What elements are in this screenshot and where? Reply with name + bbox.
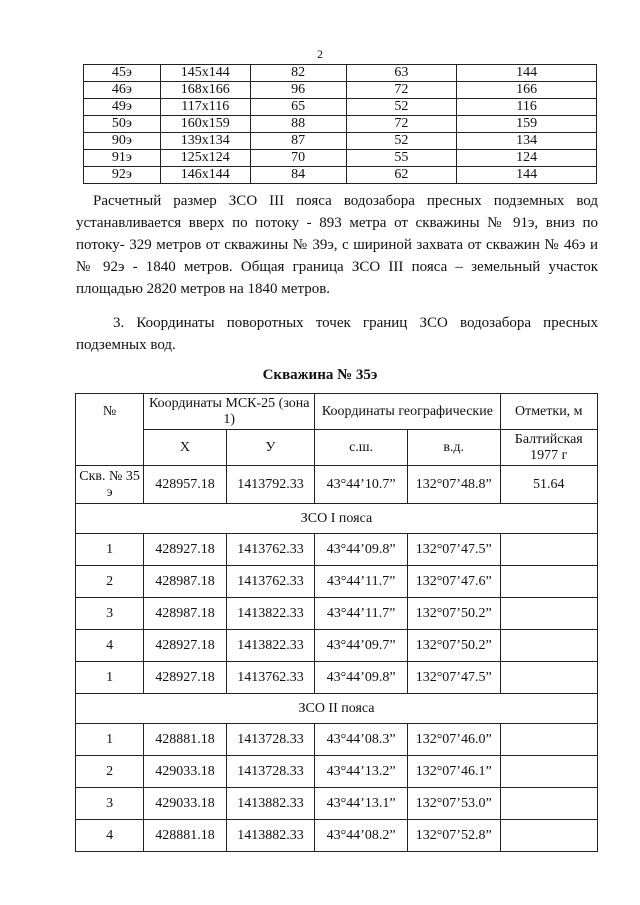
table-row: [76, 756, 598, 788]
table-cell: 90э: [84, 133, 161, 150]
table-cell: 146х144: [160, 167, 250, 184]
well-parameters-table: [83, 64, 597, 184]
table-cell: 91э: [84, 150, 161, 167]
header-geo: Координаты географические: [315, 394, 500, 430]
table-cell: 72: [346, 116, 457, 133]
table-cell: 87: [250, 133, 346, 150]
coord-cell: 1: [76, 724, 144, 756]
coord-cell: 43°44’11.7”: [315, 566, 408, 598]
coord-cell: 43°44’08.3”: [315, 724, 408, 756]
table-cell: 92э: [84, 167, 161, 184]
table-cell: 65: [250, 99, 346, 116]
table-row: [76, 662, 598, 694]
header-longitude: в.д.: [407, 430, 500, 466]
elevation-cell: [500, 724, 597, 756]
table-cell: 116: [457, 99, 597, 116]
coord-cell: 428987.18: [144, 566, 227, 598]
table-row: [76, 534, 598, 566]
coord-cell: 43°44’08.2”: [315, 820, 408, 852]
coord-cell: 43°44’09.8”: [315, 662, 408, 694]
table-cell: 52: [346, 99, 457, 116]
header-number: №: [76, 394, 144, 466]
table-row: [76, 566, 598, 598]
coord-cell: 132°07’50.2”: [407, 630, 500, 662]
table-row: [76, 724, 598, 756]
elevation-cell: [500, 662, 597, 694]
header-latitude: с.ш.: [315, 430, 408, 466]
header-elevation: Отметки, м: [500, 394, 597, 430]
coord-cell: 3: [76, 598, 144, 630]
table-cell: 96: [250, 82, 346, 99]
well-title: Скважина № 35э: [262, 367, 378, 383]
table-cell: 49э: [84, 99, 161, 116]
elevation-cell: [500, 534, 597, 566]
table-row: [84, 82, 597, 99]
table-cell: 50э: [84, 116, 161, 133]
coord-cell: 43°44’13.1”: [315, 788, 408, 820]
zone2-label: ЗСО II пояса: [76, 694, 598, 724]
coord-cell: 132°07’52.8”: [407, 820, 500, 852]
coord-cell: 1413762.33: [226, 566, 315, 598]
coord-cell: 428987.18: [144, 598, 227, 630]
table-cell: 139х134: [160, 133, 250, 150]
table-cell: 46э: [84, 82, 161, 99]
coord-cell: 1: [76, 534, 144, 566]
coord-cell: 43°44’13.2”: [315, 756, 408, 788]
table-row: [76, 694, 598, 724]
table-cell: 70: [250, 150, 346, 167]
coord-cell: 132°07’50.2”: [407, 598, 500, 630]
coord-cell: 1413728.33: [226, 756, 315, 788]
table-row: [84, 65, 597, 82]
coord-cell: 3: [76, 788, 144, 820]
table-cell: 145х144: [160, 65, 250, 82]
table-cell: 62: [346, 167, 457, 184]
table-cell: 144: [457, 65, 597, 82]
table-row: [76, 630, 598, 662]
coord-cell: 1413822.33: [226, 598, 315, 630]
table-cell: 166: [457, 82, 597, 99]
table-cell: 72: [346, 82, 457, 99]
table-cell: 160х159: [160, 116, 250, 133]
elevation-cell: [500, 788, 597, 820]
coord-cell: 428927.18: [144, 630, 227, 662]
coord-cell: 428927.18: [144, 534, 227, 566]
table-row: [76, 788, 598, 820]
well-row-cell: 51.64: [500, 466, 597, 504]
elevation-cell: [500, 630, 597, 662]
table-row: [84, 167, 597, 184]
table-cell: 125х124: [160, 150, 250, 167]
table-cell: 52: [346, 133, 457, 150]
coord-cell: 1413728.33: [226, 724, 315, 756]
coord-cell: 132°07’53.0”: [407, 788, 500, 820]
table-cell: 55: [346, 150, 457, 167]
coord-cell: 1413882.33: [226, 820, 315, 852]
well-row-cell: 132°07’48.8”: [407, 466, 500, 504]
table-cell: 84: [250, 167, 346, 184]
well-row-cell: 428957.18: [144, 466, 227, 504]
coord-cell: 2: [76, 756, 144, 788]
table-row: [76, 598, 598, 630]
header-x: X: [144, 430, 227, 466]
coord-cell: 132°07’46.0”: [407, 724, 500, 756]
table-cell: 159: [457, 116, 597, 133]
coord-cell: 1413762.33: [226, 534, 315, 566]
coord-cell: 1413822.33: [226, 630, 315, 662]
header-y: У: [226, 430, 315, 466]
table-row: [76, 820, 598, 852]
coord-cell: 1: [76, 662, 144, 694]
coord-cell: 132°07’47.6”: [407, 566, 500, 598]
elevation-cell: [500, 566, 597, 598]
table-row: [76, 504, 598, 534]
table-row: [84, 116, 597, 133]
coord-cell: 428881.18: [144, 724, 227, 756]
table-cell: 45э: [84, 65, 161, 82]
page-number: 2: [317, 47, 323, 61]
table-cell: 88: [250, 116, 346, 133]
zone3-size-paragraph: Расчетный размер ЗСО III пояса водозабора пресных подземных вод устанавливается вверх по потоку - 893 метра от скважины № 91э, вниз по потоку- 329 метров от скважины № 39э, с шириной захвата от скважин № 46э и № 92э - 1840 метров. Общая граница ЗСО III пояса – земельный участок площадью 2820 метров на 1840 метров.: [76, 193, 598, 297]
table-row: [84, 99, 597, 116]
zone1-label: ЗСО I пояса: [76, 504, 598, 534]
table-row: [84, 150, 597, 167]
header-baltic: Балтийская 1977 г: [500, 430, 597, 466]
table-cell: 82: [250, 65, 346, 82]
section-3-heading: 3. Координаты поворотных точек границ ЗСО водозабора пресных подземных вод.: [76, 315, 598, 353]
coord-cell: 1413762.33: [226, 662, 315, 694]
well-row-cell: Скв. № 35 э: [76, 466, 144, 504]
coord-cell: 2: [76, 566, 144, 598]
header-msk: Координаты МСК-25 (зона 1): [144, 394, 315, 430]
table-cell: 144: [457, 167, 597, 184]
table-row: [84, 133, 597, 150]
table-cell: 117х116: [160, 99, 250, 116]
coord-cell: 43°44’09.7”: [315, 630, 408, 662]
coord-cell: 428927.18: [144, 662, 227, 694]
coord-cell: 132°07’46.1”: [407, 756, 500, 788]
table-cell: 124: [457, 150, 597, 167]
elevation-cell: [500, 820, 597, 852]
elevation-cell: [500, 756, 597, 788]
coord-cell: 429033.18: [144, 756, 227, 788]
coord-cell: 132°07’47.5”: [407, 534, 500, 566]
coord-cell: 43°44’09.8”: [315, 534, 408, 566]
well-row-cell: 1413792.33: [226, 466, 315, 504]
coordinates-table: [75, 393, 598, 852]
table-cell: 168х166: [160, 82, 250, 99]
elevation-cell: [500, 598, 597, 630]
table-row: [76, 466, 598, 504]
well-row-cell: 43°44’10.7”: [315, 466, 408, 504]
coord-cell: 4: [76, 630, 144, 662]
coord-cell: 4: [76, 820, 144, 852]
table-cell: 134: [457, 133, 597, 150]
coord-cell: 43°44’11.7”: [315, 598, 408, 630]
coord-cell: 428881.18: [144, 820, 227, 852]
coord-cell: 429033.18: [144, 788, 227, 820]
table-cell: 63: [346, 65, 457, 82]
coord-cell: 1413882.33: [226, 788, 315, 820]
coord-cell: 132°07’47.5”: [407, 662, 500, 694]
